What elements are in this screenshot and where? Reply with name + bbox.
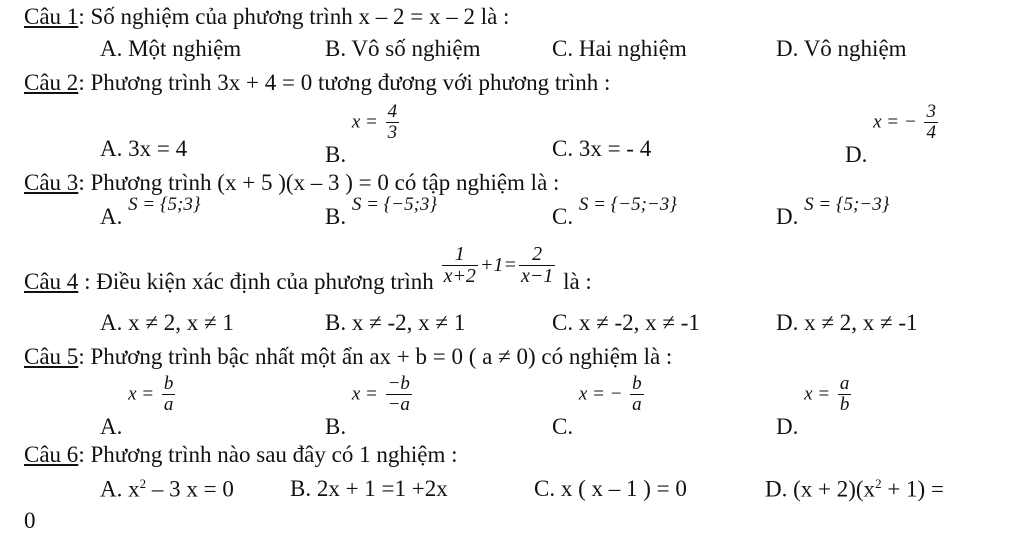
q5-option-d-fraction — [838, 374, 852, 415]
q6-option-a-exponent: 2 — [139, 476, 147, 491]
q4-option-c: C. x ≠ -2, x ≠ -1 — [552, 310, 700, 335]
question-2-label: Câu 2 — [24, 70, 79, 95]
q2-option-b-numerator: 4 — [387, 101, 398, 122]
question-3-label: Câu 3 — [24, 170, 79, 195]
q6-option-b: B. 2x + 1 =1 +2x — [290, 476, 448, 501]
q2-option-d-fraction — [924, 102, 938, 143]
q2-option-b-lhs: x = — [351, 111, 378, 133]
question-6-text: : Phương trình nào sau đây có 1 nghiệm : — [78, 442, 458, 467]
question-4 — [24, 243, 592, 294]
q2-option-c: C. 3x = - 4 — [552, 136, 652, 161]
q3-option-d — [776, 194, 890, 230]
q2-option-d — [845, 101, 940, 167]
q5-option-b-prefix: B. — [325, 413, 347, 439]
q3-option-d-prefix: D. — [776, 204, 799, 229]
q6-option-a-end: – 3 x = 0 — [146, 476, 234, 502]
q6-option-d-continuation: 0 — [24, 508, 36, 533]
q5-option-b-denominator: −a — [387, 393, 410, 415]
q5-option-c-prefix: C. — [552, 413, 574, 439]
q5-option-c-numerator: b — [632, 373, 642, 394]
question-1 — [24, 4, 509, 30]
q6-option-a — [100, 476, 234, 503]
question-4-label: Câu 4 — [24, 268, 79, 294]
q6-option-d-end: + 1) = — [881, 476, 944, 502]
q5-option-a-numerator: b — [163, 373, 174, 394]
question-5 — [24, 344, 672, 370]
q2-option-b — [325, 101, 401, 167]
q6-option-d-start: D. (x + 2)(x — [765, 476, 876, 502]
q2-option-d-denominator: 4 — [926, 121, 936, 143]
q2-option-d-lhs: x = − — [873, 111, 917, 133]
q6-option-c: C. x ( x – 1 ) = 0 — [534, 476, 687, 501]
question-3-text: : Phương trình (x + 5 )(x – 3 ) = 0 có tập nghiệm là : — [78, 170, 560, 195]
q4-fraction-2-numerator: 2 — [519, 244, 555, 266]
q5-option-a-fraction — [162, 374, 176, 415]
question-4-text-after: là : — [557, 268, 592, 294]
q6-option-d — [765, 476, 944, 503]
q4-fraction-1 — [442, 244, 478, 287]
q4-option-b: B. x ≠ -2, x ≠ 1 — [325, 310, 466, 335]
q1-option-a: A. Một nghiệm — [100, 36, 242, 61]
q5-option-d-lhs: x = — [804, 383, 831, 405]
q4-fraction-1-denominator: x+2 — [443, 265, 476, 287]
q5-option-c-denominator: a — [632, 393, 642, 415]
q6-option-d-exponent: 2 — [875, 476, 882, 491]
question-5-text: : Phương trình bậc nhất một ẩn ax + b = 0 ( a ≠ 0) có nghiệm là : — [78, 344, 673, 369]
q2-option-d-prefix: D. — [845, 141, 868, 167]
q2-option-d-numerator: 3 — [926, 101, 936, 122]
question-2 — [24, 70, 610, 96]
question-6-label: Câu 6 — [24, 442, 79, 467]
q5-option-b — [325, 373, 414, 439]
question-1-text: : Số nghiệm của phương trình x – 2 = x – 2 là : — [78, 4, 510, 29]
q5-option-b-lhs: x = — [351, 383, 378, 405]
q1-option-d: D. Vô nghiệm — [776, 36, 907, 61]
question-4-text: : Điều kiện xác định của phương trình — [78, 268, 440, 294]
question-5-label: Câu 5 — [24, 344, 79, 369]
q3-option-a — [100, 194, 201, 230]
q4-equation-middle: +1= — [479, 253, 517, 276]
q3-option-c-prefix: C. — [552, 204, 574, 229]
q2-option-b-prefix: B. — [325, 141, 347, 167]
q5-option-c — [552, 373, 646, 439]
question-1-label: Câu 1 — [24, 4, 79, 29]
q6-option-a-start: A. x — [100, 476, 140, 502]
q5-option-a — [100, 373, 177, 439]
q4-fraction-2-denominator: x−1 — [520, 265, 554, 287]
q5-option-c-fraction — [630, 374, 644, 415]
q5-option-d-prefix: D. — [776, 413, 799, 439]
q3-option-a-prefix: A. — [100, 204, 123, 229]
q5-option-d — [776, 373, 853, 439]
q1-option-c: C. Hai nghiệm — [552, 36, 687, 61]
q3-option-b-set: S = {−5;3} — [351, 194, 438, 215]
q4-option-a: A. x ≠ 2, x ≠ 1 — [100, 310, 234, 335]
q3-option-a-set: S = {5;3} — [128, 194, 201, 215]
q4-option-d: D. x ≠ 2, x ≠ -1 — [776, 310, 918, 335]
q2-option-b-fraction — [386, 102, 400, 143]
question-6 — [24, 442, 457, 468]
q3-option-b-prefix: B. — [325, 204, 347, 229]
q5-option-b-numerator: −b — [387, 373, 410, 394]
q2-option-b-denominator: 3 — [387, 121, 398, 143]
q3-option-c — [552, 194, 677, 230]
question-3 — [24, 170, 559, 196]
q3-option-b — [325, 194, 438, 230]
q1-option-b: B. Vô số nghiệm — [325, 36, 481, 61]
q5-option-b-fraction — [386, 374, 412, 415]
q5-option-c-lhs: x = − — [578, 383, 623, 405]
q2-option-a: A. 3x = 4 — [100, 136, 188, 161]
q5-option-a-denominator: a — [163, 393, 174, 415]
q5-option-a-lhs: x = — [128, 383, 155, 405]
q4-fraction-1-numerator: 1 — [442, 244, 478, 266]
q5-option-d-denominator: b — [839, 393, 850, 415]
q4-fraction-2 — [519, 244, 555, 287]
q5-option-d-numerator: a — [839, 373, 850, 394]
q3-option-c-set: S = {−5;−3} — [578, 194, 677, 215]
q5-option-a-prefix: A. — [100, 413, 123, 439]
question-2-text: : Phương trình 3x + 4 = 0 tương đương với phương trình : — [78, 70, 611, 95]
q3-option-d-set: S = {5;−3} — [804, 194, 890, 215]
